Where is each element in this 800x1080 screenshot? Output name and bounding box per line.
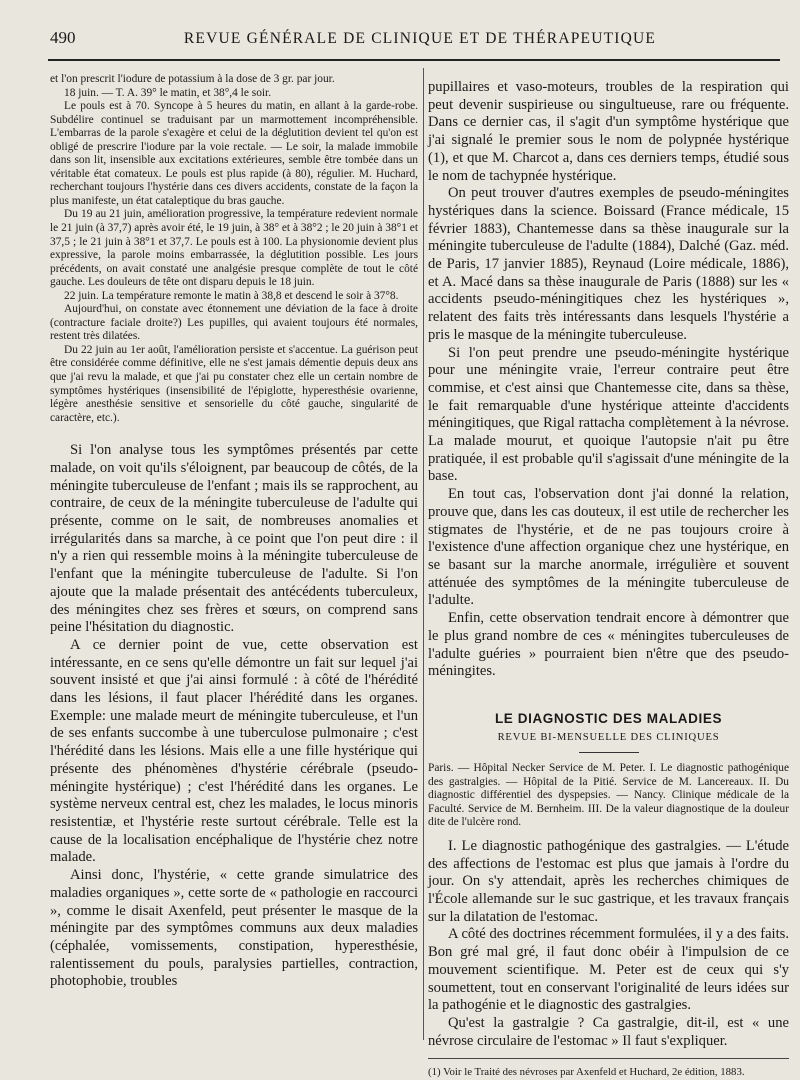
body-text-right [428, 79, 789, 681]
section-paragraph: A côté des doctrines récemment formulées, il y a des faits. Bon gré mal gré, il faut donc obéir à l'impulsion de ce mouvement scientifique. M. Peter est de ceux qui s'y soumettent, tout en conservant l'originalité de leurs idées sur la pathogénie et le diagnostic des gastralgies. [428, 926, 789, 1014]
footnote: (1) Voir le Traité des névroses par Axenfeld et Huchard, 2e édition, 1883. [428, 1066, 745, 1079]
case-paragraph: Aujourd'hui, on constate avec étonnement une déviation de la face à droite (contracture faciale droite?) Les pupilles, qui avaient toujours été normales, restent très dilatées. [50, 303, 418, 343]
hospital-list: Paris. — Hôpital Necker Service de M. Peter. I. Le diagnostic pathogénique des gastralgies. — Hôpital de la Pitié. Service de M. Lancereaux. II. Du diagnostic différentiel des dyspepsies. — Nancy. Clinique médicale de la Faculté. Service de M. Bernheim. III. De la valeur diagnostique de la douleur dite de l'ulcère rond. [428, 761, 789, 829]
header-rule [48, 59, 780, 61]
footnote-rule [428, 1058, 789, 1059]
column-divider [423, 68, 424, 1040]
case-paragraph: Du 19 au 21 juin, amélioration progressive, la température redevient normale le 21 juin (à 37,7) après avoir été, le 19 juin, à 38° et à 38°2 ; le 20 juin à 38°1 et 37,5 ; le 21 juin à 38°1 et 37,7. Le pouls est à 100. La physionomie devient plus expressive, la parole moins embarrassée, la déglutition possible. Les jours précédents, on avait constaté une analgésie presque complète de tout le côté gauche. Les douleurs de tête ont disparu depuis le 18 juin. [50, 208, 418, 289]
page-header [50, 28, 780, 50]
case-paragraph: 18 juin. — T. A. 39° le matin, et 38°,4 le soir. [64, 86, 272, 99]
running-title: REVUE GÉNÉRALE DE CLINIQUE ET DE THÉRAPEUTIQUE [183, 30, 657, 47]
case-paragraph: Du 22 juin au 1er août, l'amélioration persiste et s'accentue. La guérison peut être considérée comme définitive, elle ne s'est jamais démentie depuis deux ans que j'ai revu la malade, et que j'ai pu constater chez elle un certain nombre de symptômes hystériques (insensibilité de l'épiglotte, hyperesthésie ovarienne, légère anesthésie sensitive et sensorielle du côté gauche, singularité de caractère, etc.). [50, 343, 418, 424]
body-text-left [50, 442, 418, 991]
case-paragraph: Le pouls est à 70. Syncope à 5 heures du matin, en allant à la garde-robe. Subdélire continuel se traduisant par un marmottement incompréhensible. L'embarras de la parole s'exagère et celui de la déglutition devient tel qu'on est obligé de prescrire l'iodure par la voie rectale. — Le soir, la malade immobile dans son lit, insensible aux excitations extérieures, semble être tombée dans un véritable état comateux. Le pouls est plus rapide (à 80), régulier. M. Huchard, recherchant toujours l'hystérie dans ces divers accidents, constate de la façon la plus manifeste, un état cataleptique du bras gauche. [50, 100, 418, 207]
section-title: LE DIAGNOSTIC DES MALADIES [494, 710, 723, 726]
body-paragraph: Enfin, cette observation tendrait encore à démontrer que le plus grand nombre de ces « méningites tuberculeuses de l'adulte guéries » pourraient bien n'être que des pseudo-méningites. [428, 610, 789, 680]
section-subtitle: REVUE BI-MENSUELLE DES CLINIQUES [497, 731, 720, 743]
section-body [428, 838, 789, 1050]
right-column [428, 79, 789, 1080]
body-paragraph: A ce dernier point de vue, cette observation est intéressante, en ce sens qu'elle démontre un fait sur lequel j'ai souvent insisté et que j'ai ainsi formulé : à côté de l'hérédité dans les lésions, il faut placer l'hérédité dans les organes. Exemple: une malade meurt de méningite tuberculeuse, et l'un de ses enfants succombe à une tuberculose pulmonaire ; c'est l'hérédité dans les lésions. Mais elle a une fille hystérique qui présente des phénomènes d'hystérie cérébrale (pseudo-méningite hystérique) ; c'est l'hérédité dans les organes. Le système nerveux central est, chez les malades, le locus minoris resistentiæ, et l'hystérie reste surtout cérébrale. Telle est la cause de la localisation encéphalique de l'hystérie chez notre malade. [50, 636, 418, 866]
case-report [50, 73, 418, 425]
case-paragraph: 22 juin. La température remonte le matin à 38,8 et descend le soir à 37°8. [64, 289, 399, 302]
left-column [50, 73, 418, 991]
body-paragraph: pupillaires et vaso-moteurs, troubles de la respiration qui peut devenir suspirieuse ou singultueuse, rare ou fréquente. Dans ce dernier cas, il s'agit d'un symptôme hystérique que j'ai signalé le premier sous le nom de polypnée hystérique (1), et que M. Charcot a, dans ces derniers temps, étudié sous le nom de tachypnée hystérique. [428, 79, 789, 184]
body-paragraph: Ainsi donc, l'hystérie, « cette grande simulatrice des maladies organiques », cette sorte de « pathologie en raccourci », comme le disait Axenfeld, peut présenter le masque de la méningite par des symptômes communs aux deux maladies (céphalée, vomissements, constipation, hyperesthésie, ralentissement du pouls, paralysies partielles, contraction, photophobie, troubles [50, 867, 418, 990]
body-paragraph: En tout cas, l'observation dont j'ai donné la relation, prouve que, dans les cas douteux, il est utile de rechercher les stigmates de l'hystérie, et de ne pas toujours croire à l'existence d'une affection organique chez une hystérique, en se basant sur la marche anormale, irrégulière et souvent atténuée des symptômes de la méningite tuberculeuse de l'adulte. [428, 486, 789, 609]
page-number: 490 [50, 28, 76, 47]
section-paragraph: Qu'est la gastralgie ? Ca gastralgie, dit-il, est « une névrose circulaire de l'estomac » Il faut s'expliquer. [428, 1014, 789, 1049]
body-paragraph: Si l'on analyse tous les symptômes présentés par cette malade, on voit qu'ils s'éloignent, par beaucoup de côtés, de la méningite tuberculeuse de l'enfant ; mais ils se rapprochent, au contraire, de ceux de la méningite tuberculeuse de l'adulte qui présente, comme on le sait, de nombreuses anomalies et irrégularités dans sa marche, à ce point que l'on peut dire : il n'y a rien qui ressemble moins à la méningite tuberculeuse de l'enfant que la méningite tuberculeuse de l'adulte. Si l'on ajoute que la malade présentait des antécédents tuberculeux, des méningites chez ses frères et sœurs, on comprend sans peine l'hésitation du diagnostic. [50, 442, 418, 636]
body-paragraph: On peut trouver d'autres exemples de pseudo-méningites hystériques dans la science. Boissard (France médicale, 15 février 1883), Chantemesse dans sa thèse inaugurale sur la méningite tuberculeuse de l'adulte (1884), Dalché (Gaz. méd. de Paris, 17 janvier 1885), Reynaud (Loire médicale, 1886), et A. Macé dans sa thèse inaugurale de Paris (1888) sur les « accidents pseudo-méningitiques chez les hystériques », relatent des faits très intéressants dans lesquels l'hystérie a pris le masque de la méningite tuberculeuse. [428, 185, 789, 343]
body-paragraph: Si l'on peut prendre une pseudo-méningite hystérique pour une méningite vraie, l'erreur contraire peut être commise, et c'est ainsi que Chantemesse cite, dans sa thèse, le fait remarquable d'une hystérique atteinte d'accidents méningitiques, que Rigal rattacha complètement à la névrose. La malade mourut, et quoique l'autopsie n'ait pu être pratiquée, il est probable qu'il s'agissait d'une méningite de la base. [428, 344, 789, 485]
section-rule [579, 752, 639, 753]
section-paragraph: I. Le diagnostic pathogénique des gastralgies. — L'étude des affections de l'estomac est plus que jamais à l'ordre du jour. On s'y attendait, après les recherches chimiques de l'École allemande sur le suc gastrique, et les travaux français sur la dilatation de l'estomac. [428, 837, 789, 925]
case-paragraph: et l'on prescrit l'iodure de potassium à la dose de 3 gr. par jour. [50, 73, 335, 85]
